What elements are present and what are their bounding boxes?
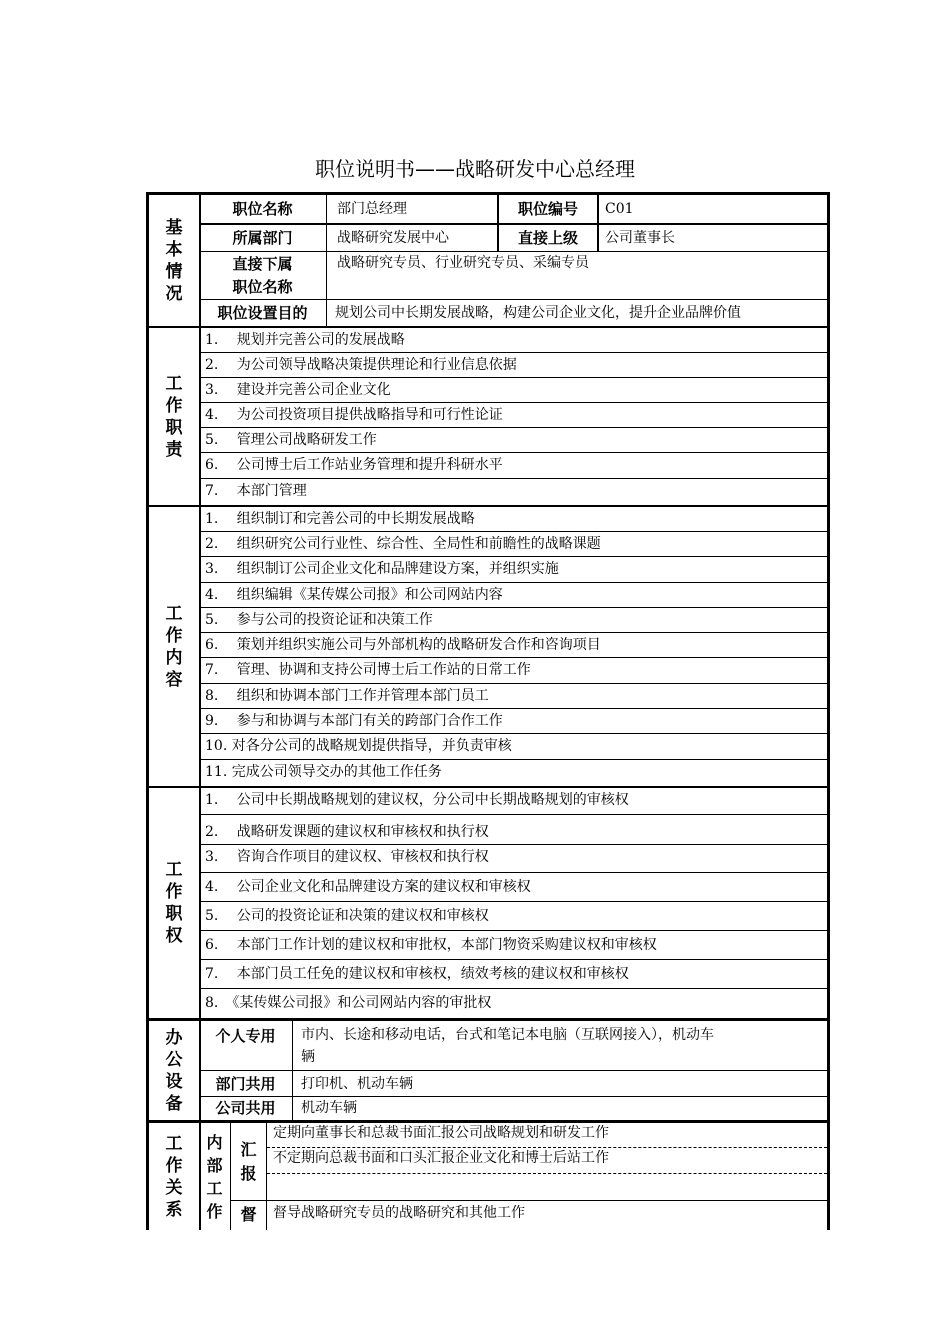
content-text: 7. 管理、协调和支持公司博士后工作站的日常工作 — [205, 662, 531, 678]
list-item — [199, 403, 827, 428]
section-duties — [149, 328, 827, 507]
list-item — [199, 658, 827, 684]
superior-value: 公司董事长 — [605, 230, 675, 246]
label-char: 报 — [240, 1163, 257, 1183]
dept-shared-label: 部门共用 — [199, 1071, 293, 1096]
position-name-value: 部门总经理 — [327, 195, 499, 223]
label-char: 责 — [165, 439, 183, 460]
section-basic — [149, 195, 827, 328]
label-char: 作 — [165, 625, 183, 646]
label-char: 系 — [165, 1199, 183, 1220]
label-char: 工 — [165, 1133, 183, 1154]
page-title: 职位说明书——战略研发中心总经理 — [315, 157, 635, 181]
row-dept — [199, 225, 827, 252]
label-char: 设 — [165, 1071, 183, 1092]
duty-text: 6. 公司博士后工作站业务管理和提升科研水平 — [205, 457, 503, 473]
report-row — [267, 1148, 827, 1174]
label-char: 公 — [165, 1049, 183, 1070]
label-char: 作 — [165, 882, 183, 902]
content-text: 6. 策划并组织实施公司与外部机构的战略研发合作和咨询项目 — [205, 637, 601, 653]
list-item — [199, 815, 827, 845]
dept-value: 战略研究发展中心 — [327, 225, 499, 251]
authority-text: 1. 公司中长期战略规划的建议权，分公司中长期战略规划的审核权 — [205, 792, 629, 808]
label-char: 作 — [165, 395, 183, 416]
position-code-value: C01 — [605, 201, 634, 217]
subordinate-label — [199, 252, 327, 299]
content-text: 11. 完成公司领导交办的其他工作任务 — [205, 764, 442, 780]
content-text: 4. 组织编辑《某传媒公司报》和公司网站内容 — [205, 587, 503, 603]
list-item — [199, 989, 827, 1018]
list-item — [199, 931, 827, 960]
authority-text: 8. 《某传媒公司报》和公司网站内容的审批权 — [205, 995, 492, 1011]
subordinate-label-line: 职位名称 — [232, 278, 293, 296]
company-shared-value: 机动车辆 — [301, 1100, 357, 1116]
label-char: 工 — [165, 860, 183, 880]
content-text: 2. 组织研究公司行业性、综合性、全局性和前瞻性的战略课题 — [205, 536, 601, 552]
section-label-basic — [149, 195, 201, 326]
section-equipment — [149, 1021, 827, 1123]
purpose-value: 规划公司中长期发展战略，构建公司企业文化，提升企业品牌价值 — [335, 305, 741, 321]
label-char: 职 — [165, 904, 183, 924]
label-char: 内 — [165, 647, 183, 668]
section-body-relations — [199, 1123, 827, 1230]
list-item — [199, 557, 827, 583]
authority-text: 6. 本部门工作计划的建议权和审批权，本部门物资采购建议权和审核权 — [205, 937, 657, 953]
section-body-duties — [199, 328, 827, 505]
list-item — [199, 709, 827, 734]
section-label-duties — [149, 328, 201, 505]
list-item — [199, 845, 827, 873]
position-code-label: 职位编号 — [499, 195, 599, 223]
subordinates-value: 战略研究专员、行业研究专员、采编专员 — [337, 255, 589, 271]
list-item — [199, 960, 827, 989]
row-company-shared — [199, 1097, 827, 1120]
personal-line: 辆 — [301, 1049, 315, 1065]
list-item — [199, 428, 827, 453]
content-text: 8. 组织和协调本部门工作并管理本部门员工 — [205, 688, 489, 704]
content-text: 3. 组织制订公司企业文化和品牌建设方案，并组织实施 — [205, 561, 559, 577]
label-char: 内 — [206, 1132, 223, 1152]
job-description-table — [146, 192, 830, 1230]
list-item — [199, 684, 827, 709]
label-char: 工 — [165, 373, 183, 394]
section-body-equipment — [199, 1021, 827, 1120]
report-label — [231, 1123, 267, 1201]
label-char: 工 — [165, 603, 183, 624]
list-item — [199, 608, 827, 633]
report-row — [267, 1123, 827, 1148]
label-char: 作 — [206, 1201, 223, 1221]
list-item — [199, 788, 827, 815]
company-shared-label: 公司共用 — [199, 1097, 293, 1120]
list-item — [199, 734, 827, 760]
list-item — [199, 583, 827, 608]
row-personal — [199, 1021, 827, 1071]
section-label-relations — [149, 1123, 201, 1230]
personal-label: 个人专用 — [199, 1021, 293, 1070]
position-name-label: 职位名称 — [199, 195, 327, 223]
content-text: 5. 参与公司的投资论证和决策工作 — [205, 612, 433, 628]
label-char: 作 — [165, 1155, 183, 1176]
row-position — [199, 195, 827, 225]
list-item — [199, 873, 827, 902]
content-text: 1. 组织制订和完善公司的中长期发展战略 — [205, 511, 475, 527]
section-body-authority — [199, 788, 827, 1018]
duty-text: 7. 本部门管理 — [205, 483, 307, 499]
label-char: 本 — [165, 239, 183, 260]
label-char: 工 — [206, 1178, 223, 1198]
label-char: 汇 — [240, 1139, 257, 1159]
list-item — [199, 633, 827, 658]
supervise-label: 督 — [231, 1201, 267, 1230]
purpose-label: 职位设置目的 — [199, 300, 327, 326]
list-item — [199, 353, 827, 378]
list-item — [199, 532, 827, 557]
list-item — [199, 378, 827, 403]
section-body-content — [199, 507, 827, 786]
dept-label: 所属部门 — [199, 225, 327, 251]
list-item — [199, 453, 827, 479]
label-char: 权 — [165, 926, 183, 946]
row-purpose — [199, 300, 827, 326]
authority-text: 2. 战略研发课题的建议权和审核权和执行权 — [205, 824, 489, 840]
list-item — [199, 760, 827, 786]
row-subordinates — [199, 252, 827, 300]
dept-shared-value: 打印机、机动车辆 — [301, 1076, 413, 1092]
authority-text: 5. 公司的投资论证和决策的建议权和审核权 — [205, 908, 489, 924]
report-row-blank — [267, 1174, 827, 1201]
supervise-row — [267, 1201, 827, 1226]
content-text: 9. 参与和协调与本部门有关的跨部门合作工作 — [205, 713, 503, 729]
row-dept-shared — [199, 1071, 827, 1097]
duty-text: 5. 管理公司战略研发工作 — [205, 432, 377, 448]
internal-work-label — [199, 1123, 231, 1230]
list-item — [199, 479, 827, 505]
duty-text: 3. 建设并完善公司企业文化 — [205, 382, 391, 398]
authority-text: 7. 本部门员工任免的建议权和审核权，绩效考核的建议权和审核权 — [205, 966, 629, 982]
authority-text: 4. 公司企业文化和品牌建设方案的建议权和审核权 — [205, 879, 531, 895]
list-item — [199, 902, 827, 931]
list-item — [199, 507, 827, 532]
label-char: 况 — [165, 283, 183, 304]
duty-text: 1. 规划并完善公司的发展战略 — [205, 332, 405, 348]
section-label-content — [149, 507, 201, 786]
duty-text: 2. 为公司领导战略决策提供理论和行业信息依据 — [205, 357, 517, 373]
label-char: 容 — [165, 669, 183, 690]
superior-label: 直接上级 — [499, 225, 599, 251]
section-authority — [149, 788, 827, 1021]
label-char: 职 — [165, 417, 183, 438]
report-text: 定期向董事长和总裁书面汇报公司战略规划和研发工作 — [273, 1125, 609, 1141]
authority-text: 3. 咨询合作项目的建议权、审核权和执行权 — [205, 849, 489, 865]
section-body-basic — [199, 195, 827, 326]
label-char: 办 — [165, 1027, 183, 1048]
label-char: 关 — [165, 1177, 183, 1198]
duty-text: 4. 为公司投资项目提供战略指导和可行性论证 — [205, 407, 503, 423]
report-text: 不定期向总裁书面和口头汇报企业文化和博士后站工作 — [273, 1150, 609, 1166]
subordinate-label-line: 直接下属 — [232, 255, 293, 273]
personal-line: 市内、长途和移动电话，台式和笔记本电脑（互联网接入），机动车 — [301, 1027, 714, 1043]
section-label-equipment — [149, 1021, 201, 1120]
personal-value — [293, 1021, 827, 1070]
label-char: 部 — [206, 1155, 223, 1175]
section-relations — [149, 1123, 827, 1230]
supervise-text: 督导战略研究专员的战略研究和其他工作 — [273, 1205, 525, 1221]
section-content — [149, 507, 827, 788]
content-text: 10. 对各分公司的战略规划提供指导，并负责审核 — [205, 738, 512, 754]
label-char: 基 — [165, 217, 183, 238]
section-label-authority — [149, 788, 201, 1018]
label-char: 备 — [165, 1093, 183, 1114]
list-item — [199, 328, 827, 353]
label-char: 情 — [165, 261, 183, 282]
